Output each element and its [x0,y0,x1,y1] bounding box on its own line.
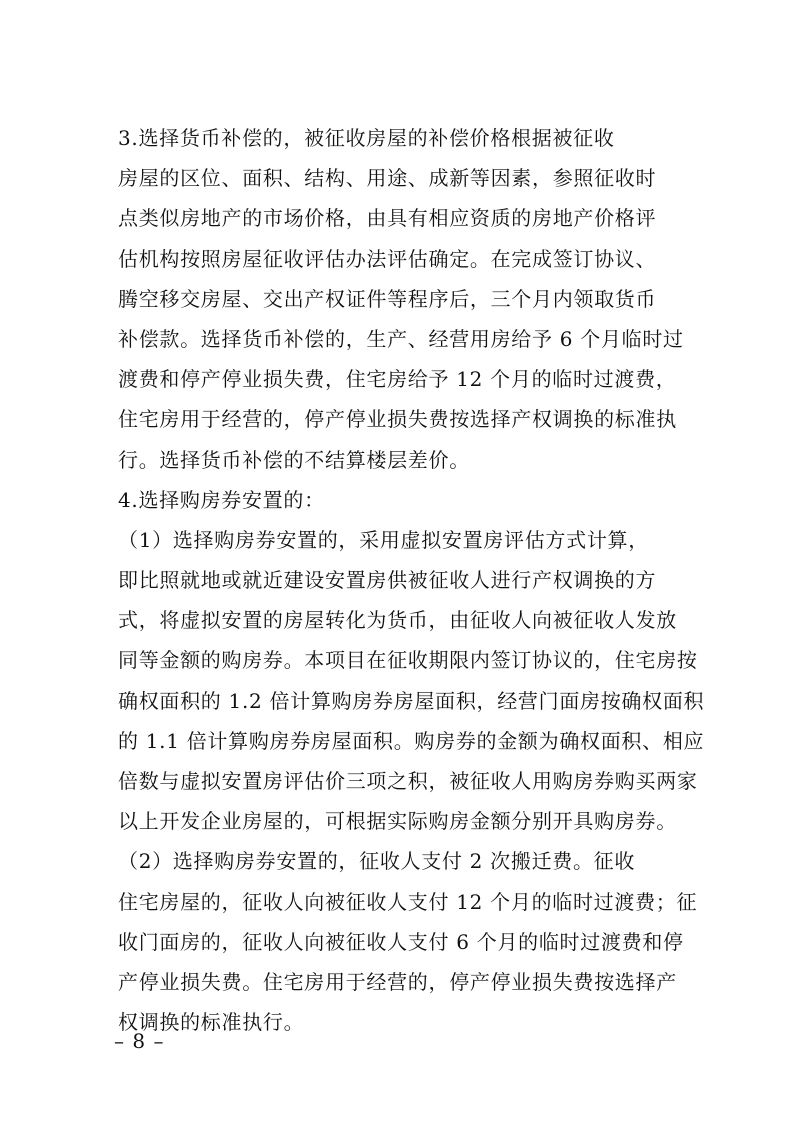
text-line: 权调换的标准执行。 [118,1010,305,1035]
text-line: 3.选择货币补偿的，被征收房屋的补偿价格根据被征收 [118,126,615,150]
text-line: 同等金额的购房券。本项目在征收期限内签订协议的，住宅房按 [118,648,698,673]
text-line: 产停业损失费。住宅房用于经营的，停产停业损失费按选择产 [118,969,677,994]
text-line: 住宅房用于经营的，停产停业损失费按选择产权调换的标准执 [118,407,677,432]
text-line: 以上开发企业房屋的，可根据实际购房金额分别开具购房券。 [118,809,677,834]
text-line: 住宅房屋的，征收人向被征收人支付 12 个月的临时过渡费；征 [118,889,698,914]
text-line: 腾空移交房屋、交出产权证件等程序后，三个月内领取货币 [118,286,657,311]
text-line: 即比照就地或就近建设安置房供被征收人进行产权调换的方 [118,568,657,593]
text-line: 倍数与虚拟安置房评估价三项之积，被征收人用购房券购买两家 [118,769,698,793]
text-line: 行。选择货币补偿的不结算楼层差价。 [118,447,470,472]
text-line: 确权面积的 1.2 倍计算购房券房屋面积，经营门面房按确权面积 [118,688,705,713]
body-text [118,118,705,1042]
text-line: 估机构按照房屋征收评估办法评估确定。在完成签订协议、 [118,246,657,271]
text-line: 房屋的区位、面积、结构、用途、成新等因素，参照征收时 [118,166,657,191]
text-line: 的 1.1 倍计算购房券房屋面积。购房券的金额为确权面积、相应 [118,728,705,753]
text-line: 式，将虚拟安置的房屋转化为货币，由征收人向被征收人发放 [118,608,677,633]
text-line: 补偿款。选择货币补偿的，生产、经营用房给予 6 个月临时过 [118,326,684,351]
text-line: 渡费和停产停业损失费，住宅房给予 12 个月的临时过渡费， [118,367,677,392]
text-line: （2）选择购房券安置的，征收人支付 2 次搬迁费。征收 [118,849,636,874]
text-line: （1）选择购房券安置的，采用虚拟安置房评估方式计算， [118,527,649,552]
text-line: 4.选择购房券安置的： [118,487,325,512]
text-line: 收门面房的，征收人向被征收人支付 6 个月的临时过渡费和停 [118,929,684,954]
page-number: – 8 – [114,1029,165,1053]
text-line: 点类似房地产的市场价格，由具有相应资质的房地产价格评 [118,206,657,231]
